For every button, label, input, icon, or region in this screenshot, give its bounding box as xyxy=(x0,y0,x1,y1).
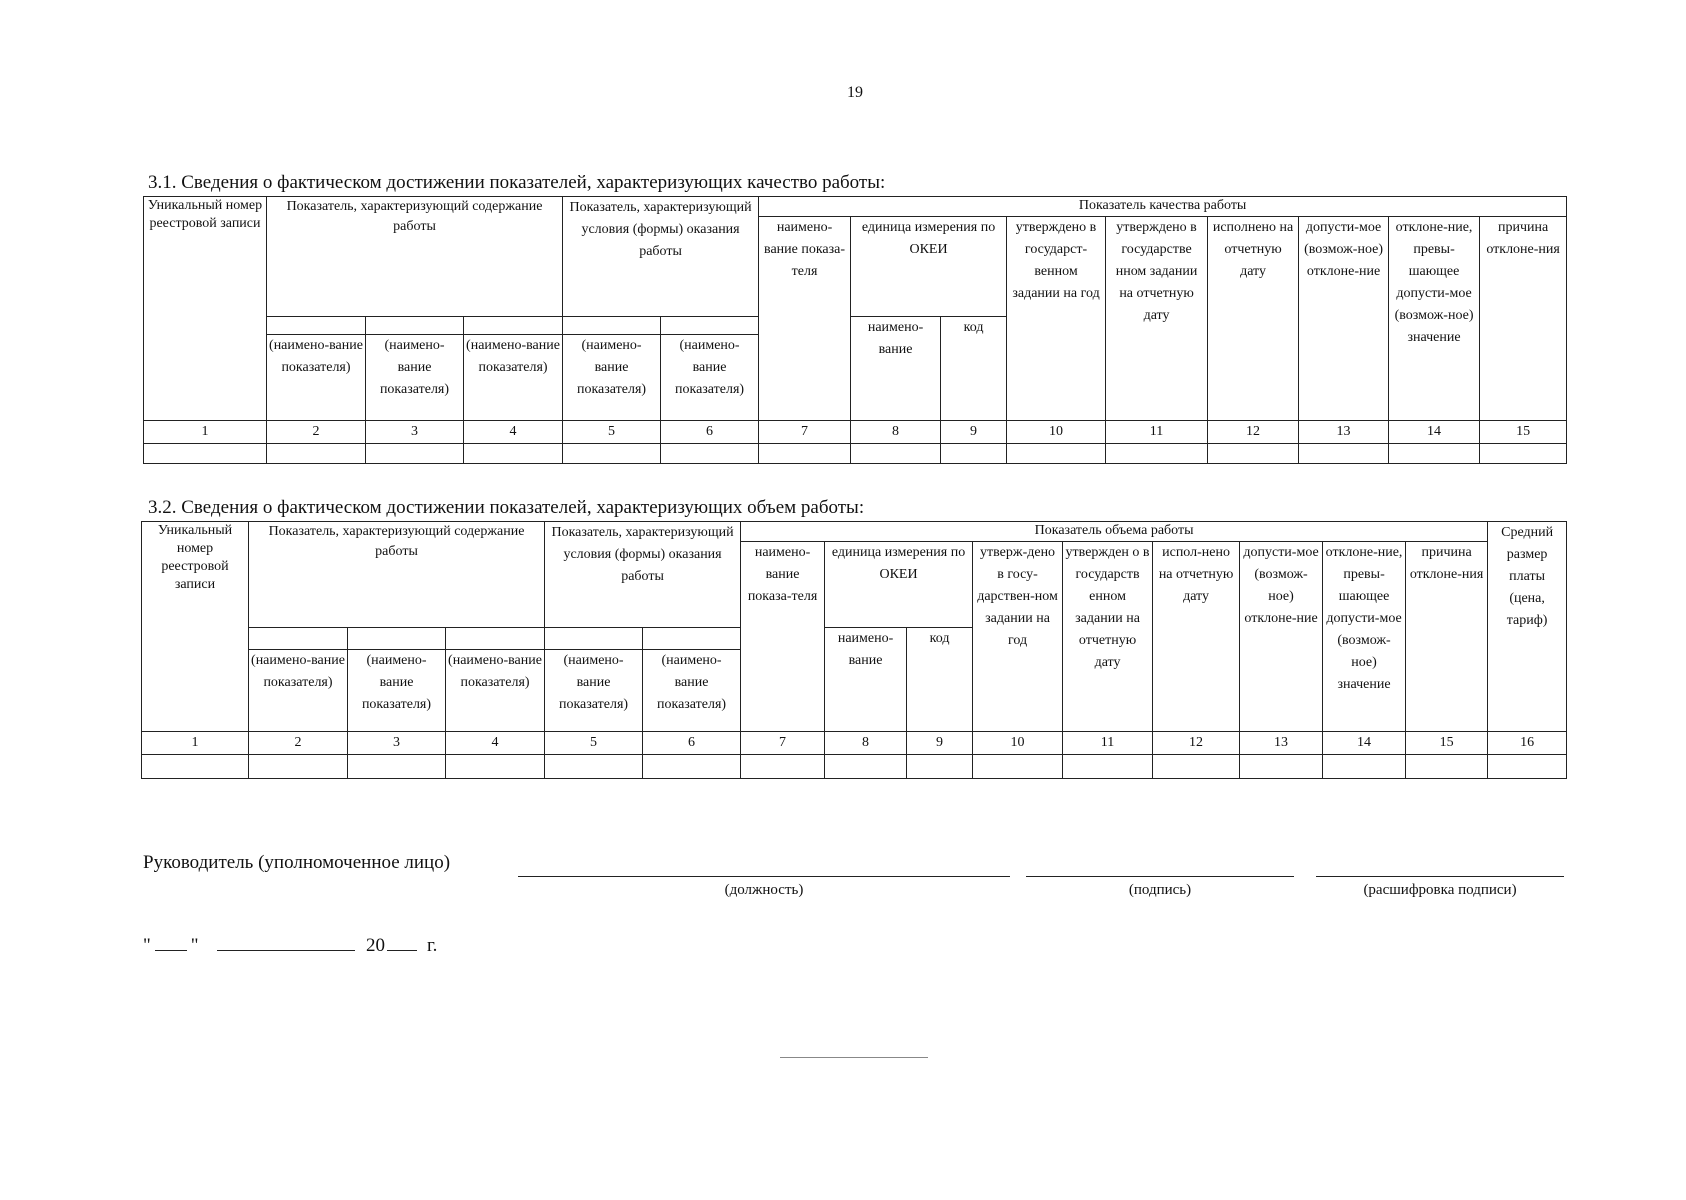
data-cell[interactable] xyxy=(1488,755,1567,779)
sub-indicator-name: (наимено-вание показателя) xyxy=(563,335,661,421)
signature-caption: (подпись) xyxy=(1128,882,1192,898)
year-suffix: г. xyxy=(427,935,438,956)
position-line[interactable] xyxy=(518,876,1010,877)
header-executed: испол-нено на отчетную дату xyxy=(1153,542,1240,732)
data-cell[interactable] xyxy=(267,444,366,464)
column-number: 2 xyxy=(267,421,366,444)
data-cell[interactable] xyxy=(1299,444,1389,464)
day-blank[interactable] xyxy=(155,932,187,951)
header-exceeding-deviation: отклоне-ние, превы-шающее допусти-мое (возмож-ное) значение xyxy=(1389,217,1480,421)
data-cell[interactable] xyxy=(1389,444,1480,464)
data-cell[interactable] xyxy=(1153,755,1240,779)
column-number: 10 xyxy=(973,732,1063,755)
signature-decoding-caption: (расшифровка подписи) xyxy=(1363,882,1517,898)
header-approved-date: утвержден о в государств енном задании на отчетную дату xyxy=(1063,542,1153,732)
header-volume-indicator: Показатель объема работы xyxy=(741,522,1488,542)
column-number: 8 xyxy=(851,421,941,444)
header-allowed-deviation: допусти-мое (возмож-ное) отклоне-ние xyxy=(1240,542,1323,732)
blank-cell xyxy=(366,317,464,335)
data-cell[interactable] xyxy=(661,444,759,464)
header-executed: исполнено на отчетную дату xyxy=(1208,217,1299,421)
header-average-fee: Средний размер платы (цена, тариф) xyxy=(1488,522,1567,732)
page-number: 19 xyxy=(847,84,863,101)
blank-cell xyxy=(643,628,741,650)
header-unique-number: Уникальный номер реестровой записи xyxy=(144,197,267,421)
column-number: 8 xyxy=(825,732,907,755)
position-caption: (должность) xyxy=(724,882,804,898)
header-deviation-reason: причина отклоне-ния xyxy=(1480,217,1567,421)
data-cell[interactable] xyxy=(851,444,941,464)
sub-indicator-name: (наимено-вание показателя) xyxy=(267,335,366,421)
column-number: 12 xyxy=(1208,421,1299,444)
signature-line[interactable] xyxy=(1026,876,1294,877)
blank-cell xyxy=(267,317,366,335)
data-cell[interactable] xyxy=(1063,755,1153,779)
data-cell[interactable] xyxy=(1323,755,1406,779)
section1-title: 3.1. Сведения о фактическом достижении показателей, характеризующих качество работы: xyxy=(148,172,886,193)
data-cell[interactable] xyxy=(1208,444,1299,464)
data-cell[interactable] xyxy=(643,755,741,779)
blank-cell xyxy=(464,317,563,335)
data-cell[interactable] xyxy=(741,755,825,779)
header-exceeding-deviation: отклоне-ние, превы-шающее допусти-мое (возмож-ное) значение xyxy=(1323,542,1406,732)
column-number: 9 xyxy=(907,732,973,755)
header-allowed-deviation: допусти-мое (возмож-ное) отклоне-ние xyxy=(1299,217,1389,421)
column-number: 3 xyxy=(366,421,464,444)
section2-title: 3.2. Сведения о фактическом достижении показателей, характеризующих объем работы: xyxy=(148,497,865,518)
sub-indicator-name: (наимено-вание показателя) xyxy=(348,650,446,732)
header-approved-date: утверждено в государстве нном задании на отчетную дату xyxy=(1106,217,1208,421)
data-cell[interactable] xyxy=(1406,755,1488,779)
column-number: 4 xyxy=(446,732,545,755)
column-number: 14 xyxy=(1389,421,1480,444)
blank-cell xyxy=(446,628,545,650)
sub-unit-name: наимено-вание xyxy=(825,628,907,732)
header-unique-number: Уникальный номер реестровой записи xyxy=(142,522,249,732)
sub-indicator-name: (наимено-вание показателя) xyxy=(661,335,759,421)
quote-open: " xyxy=(143,935,151,956)
blank-cell xyxy=(563,317,661,335)
blank-cell xyxy=(249,628,348,650)
sub-indicator-name: (наимено-вание показателя) xyxy=(366,335,464,421)
column-number: 16 xyxy=(1488,732,1567,755)
quality-table xyxy=(143,196,1567,464)
column-number: 14 xyxy=(1323,732,1406,755)
data-cell[interactable] xyxy=(759,444,851,464)
volume-table xyxy=(141,521,1567,779)
header-unit-okei: единица измерения по ОКЕИ xyxy=(851,217,1007,317)
column-number: 7 xyxy=(759,421,851,444)
column-number: 13 xyxy=(1240,732,1323,755)
data-cell[interactable] xyxy=(941,444,1007,464)
column-number: 3 xyxy=(348,732,446,755)
column-number: 4 xyxy=(464,421,563,444)
date-line xyxy=(143,932,437,957)
column-number: 6 xyxy=(643,732,741,755)
year-prefix: 20 xyxy=(366,935,386,956)
year-blank[interactable] xyxy=(387,932,417,951)
data-cell[interactable] xyxy=(907,755,973,779)
data-cell[interactable] xyxy=(348,755,446,779)
header-quality-indicator: Показатель качества работы xyxy=(759,197,1567,217)
data-cell[interactable] xyxy=(366,444,464,464)
header-indicator-name: наимено-вание показа-теля xyxy=(759,217,851,421)
sub-unit-code: код xyxy=(907,628,973,732)
data-cell[interactable] xyxy=(1240,755,1323,779)
column-number: 5 xyxy=(545,732,643,755)
column-number: 13 xyxy=(1299,421,1389,444)
header-deviation-reason: причина отклоне-ния xyxy=(1406,542,1488,732)
header-unit-okei: единица измерения по ОКЕИ xyxy=(825,542,973,628)
header-conditions-indicator: Показатель, характеризующий условия (формы) оказания работы xyxy=(563,197,759,317)
header-approved-year: утверждено в государст-венном задании на год xyxy=(1007,217,1106,421)
column-number: 9 xyxy=(941,421,1007,444)
sub-indicator-name: (наимено-вание показателя) xyxy=(545,650,643,732)
header-approved-year: утверж-дено в госу-дарствен-ном задании на год xyxy=(973,542,1063,732)
column-number: 7 xyxy=(741,732,825,755)
sub-unit-name: наимено-вание xyxy=(851,317,941,421)
blank-cell xyxy=(348,628,446,650)
blank-cell xyxy=(545,628,643,650)
column-number: 11 xyxy=(1106,421,1208,444)
month-blank[interactable] xyxy=(217,932,355,951)
blank-cell xyxy=(661,317,759,335)
column-number: 15 xyxy=(1406,732,1488,755)
sub-indicator-name: (наимено-вание показателя) xyxy=(464,335,563,421)
data-cell[interactable] xyxy=(446,755,545,779)
column-number: 11 xyxy=(1063,732,1153,755)
column-number: 2 xyxy=(249,732,348,755)
header-conditions-indicator: Показатель, характеризующий условия (формы) оказания работы xyxy=(545,522,741,628)
data-cell[interactable] xyxy=(144,444,267,464)
header-indicator-name: наимено-вание показа-теля xyxy=(741,542,825,732)
signer-label: Руководитель (уполномоченное лицо) xyxy=(143,852,451,873)
data-cell[interactable] xyxy=(249,755,348,779)
quote-close: " xyxy=(190,935,199,956)
column-number: 12 xyxy=(1153,732,1240,755)
data-cell[interactable] xyxy=(545,755,643,779)
column-number: 10 xyxy=(1007,421,1106,444)
footer-divider xyxy=(780,1057,928,1058)
column-number: 6 xyxy=(661,421,759,444)
data-cell[interactable] xyxy=(464,444,563,464)
column-number: 1 xyxy=(142,732,249,755)
sub-indicator-name: (наимено-вание показателя) xyxy=(446,650,545,732)
sub-indicator-name: (наимено-вание показателя) xyxy=(249,650,348,732)
column-number: 5 xyxy=(563,421,661,444)
data-cell[interactable] xyxy=(1007,444,1106,464)
signature-decoding-line[interactable] xyxy=(1316,876,1564,877)
data-cell[interactable] xyxy=(563,444,661,464)
header-content-indicator: Показатель, характеризующий содержание работы xyxy=(267,197,563,317)
data-cell[interactable] xyxy=(142,755,249,779)
data-cell[interactable] xyxy=(825,755,907,779)
data-cell[interactable] xyxy=(1480,444,1567,464)
sub-indicator-name: (наимено-вание показателя) xyxy=(643,650,741,732)
data-cell[interactable] xyxy=(973,755,1063,779)
sub-unit-code: код xyxy=(941,317,1007,421)
column-number: 1 xyxy=(144,421,267,444)
column-number: 15 xyxy=(1480,421,1567,444)
header-content-indicator: Показатель, характеризующий содержание работы xyxy=(249,522,545,628)
data-cell[interactable] xyxy=(1106,444,1208,464)
